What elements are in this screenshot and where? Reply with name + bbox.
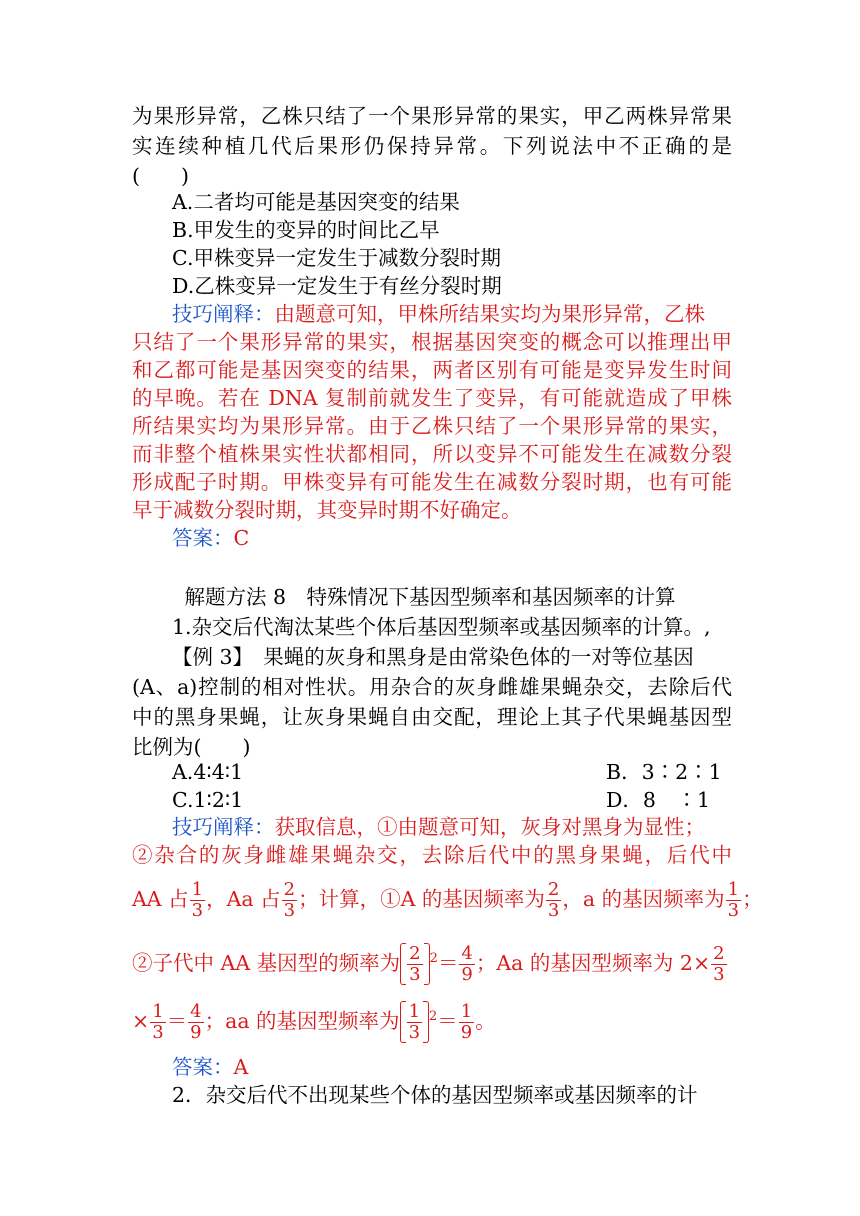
answer-line <box>172 1052 772 1082</box>
explanation-line: 所结果实均为果形异常。由于乙株只结了一个果形异常的果实， <box>132 414 732 438</box>
option-b: B.甲发生的变异的时间比乙早 <box>172 218 440 242</box>
section-subheading: 2．杂交后代不出现某些个体的基因型频率或基因频率的计 <box>172 1083 698 1107</box>
explanation-formula-line: ②子代中 AA 基因型的频率为 $\frac{2}{3}$ $^2$＝ $\frac{4}{9}$ ；Aa 的基因型频率为 2× $\frac{2}{3}$ <box>132 942 725 985</box>
parenthesized-fraction: $\frac{2}{3}$ <box>400 943 429 985</box>
answer-label: 答案： <box>172 1055 234 1079</box>
option-d: D.乙株变异一定发生于有丝分裂时期 <box>172 274 502 298</box>
fraction: $\frac{1}{9}$ <box>460 1000 473 1043</box>
explanation-line: 和乙都可能是基因突变的结果，两者区别有可能是变异发生时间 <box>132 358 732 382</box>
fraction: $\frac{2}{3}$ <box>713 942 725 985</box>
option-b: B．3∶2∶1 <box>606 760 722 784</box>
fraction: $\frac{2}{3}$ <box>283 879 296 921</box>
explanation-line: 技巧阐释：获取信息，①由题意可知，灰身对黑身为显性； <box>172 815 705 839</box>
option-a: A.二者均可能是基因突变的结果 <box>172 190 460 214</box>
explanation-line: 早于减数分裂时期，其变异时期不好确定。 <box>132 498 522 522</box>
fraction: $\frac{1}{3}$ <box>191 879 204 921</box>
question-text: 实连续种植几代后果形仍保持异常。下列说法中不正确的是 <box>132 134 732 158</box>
parenthesized-fraction: $\frac{1}{3}$ <box>400 1001 429 1043</box>
explanation-line: 而非整个植株果实性状都相同，所以变异不可能发生在减数分裂 <box>132 442 732 466</box>
section-title: 解题方法 8 特殊情况下基因型频率和基因频率的计算 <box>184 585 676 609</box>
question-bracket: ( ) <box>132 164 189 188</box>
fraction: $\frac{4}{9}$ <box>190 1000 202 1043</box>
fraction: $\frac{1}{3}$ <box>727 879 740 921</box>
explanation-line: 技巧阐释：由题意可知，甲株所结果实均为果形异常，乙株 <box>172 302 705 326</box>
explanation-label: 技巧阐释： <box>172 815 275 839</box>
example-line: 【例 3】 果蝇的灰身和黑身是由常染色体的一对等位基因 <box>172 645 694 669</box>
section-subheading: 1.杂交后代淘汰某些个体后基因型频率或基因频率的计算。, <box>172 615 711 639</box>
example-line: 中的黑身果蝇，让灰身果蝇自由交配，理论上其子代果蝇基因型 <box>132 705 732 729</box>
option-a: A.4∶4∶1 <box>172 760 244 784</box>
explanation-line: ②杂合的灰身雌雄果蝇杂交，去除后代中的黑身果蝇，后代中 <box>132 843 732 867</box>
answer-value: A <box>233 1055 249 1079</box>
option-row <box>172 757 772 787</box>
explanation-label: 技巧阐释： <box>172 302 275 326</box>
example-tag: 【例 3】 <box>172 645 243 669</box>
explanation-formula-line: × $\frac{1}{3}$ ＝ $\frac{4}{9}$ ；aa 的基因型频率为 $\frac{1}{3}$ $^2$＝ $\frac{1}{9}$ 。 <box>132 1000 496 1043</box>
option-d: D．8 ∶1 <box>606 788 711 812</box>
option-c: C.1∶2∶1 <box>172 788 244 812</box>
fraction: $\frac{1}{3}$ <box>152 1000 164 1043</box>
explanation-line: 只结了一个果形异常的果实，根据基因突变的概念可以推理出甲 <box>132 330 732 354</box>
option-c: C.甲株变异一定发生于减数分裂时期 <box>172 246 501 270</box>
explanation-line: 的早晚。若在 DNA 复制前就发生了变异，有可能就造成了甲株 <box>132 386 732 410</box>
fraction: $\frac{2}{3}$ <box>547 879 560 921</box>
explanation-formula-line: AA 占 $\frac{1}{3}$ ，Aa 占 $\frac{2}{3}$ ；计算，①A 的基因频率为 $\frac{2}{3}$ ，a 的基因频率为 $\frac{1}{3}$ ； <box>132 879 763 921</box>
example-line: 比例为( ) <box>132 735 251 759</box>
answer-value: C <box>233 526 250 550</box>
option-row <box>172 785 772 815</box>
explanation-line: 形成配子时期。甲株变异有可能发生在减数分裂时期，也有可能 <box>132 470 732 494</box>
example-line: (A、a)控制的相对性状。用杂合的灰身雌雄果蝇杂交，去除后代 <box>132 675 732 699</box>
answer-line <box>172 523 772 553</box>
fraction: $\frac{4}{9}$ <box>461 942 473 985</box>
answer-label: 答案： <box>172 526 234 550</box>
question-text: 为果形异常，乙株只结了一个果形异常的果实，甲乙两株异常果 <box>132 104 732 128</box>
